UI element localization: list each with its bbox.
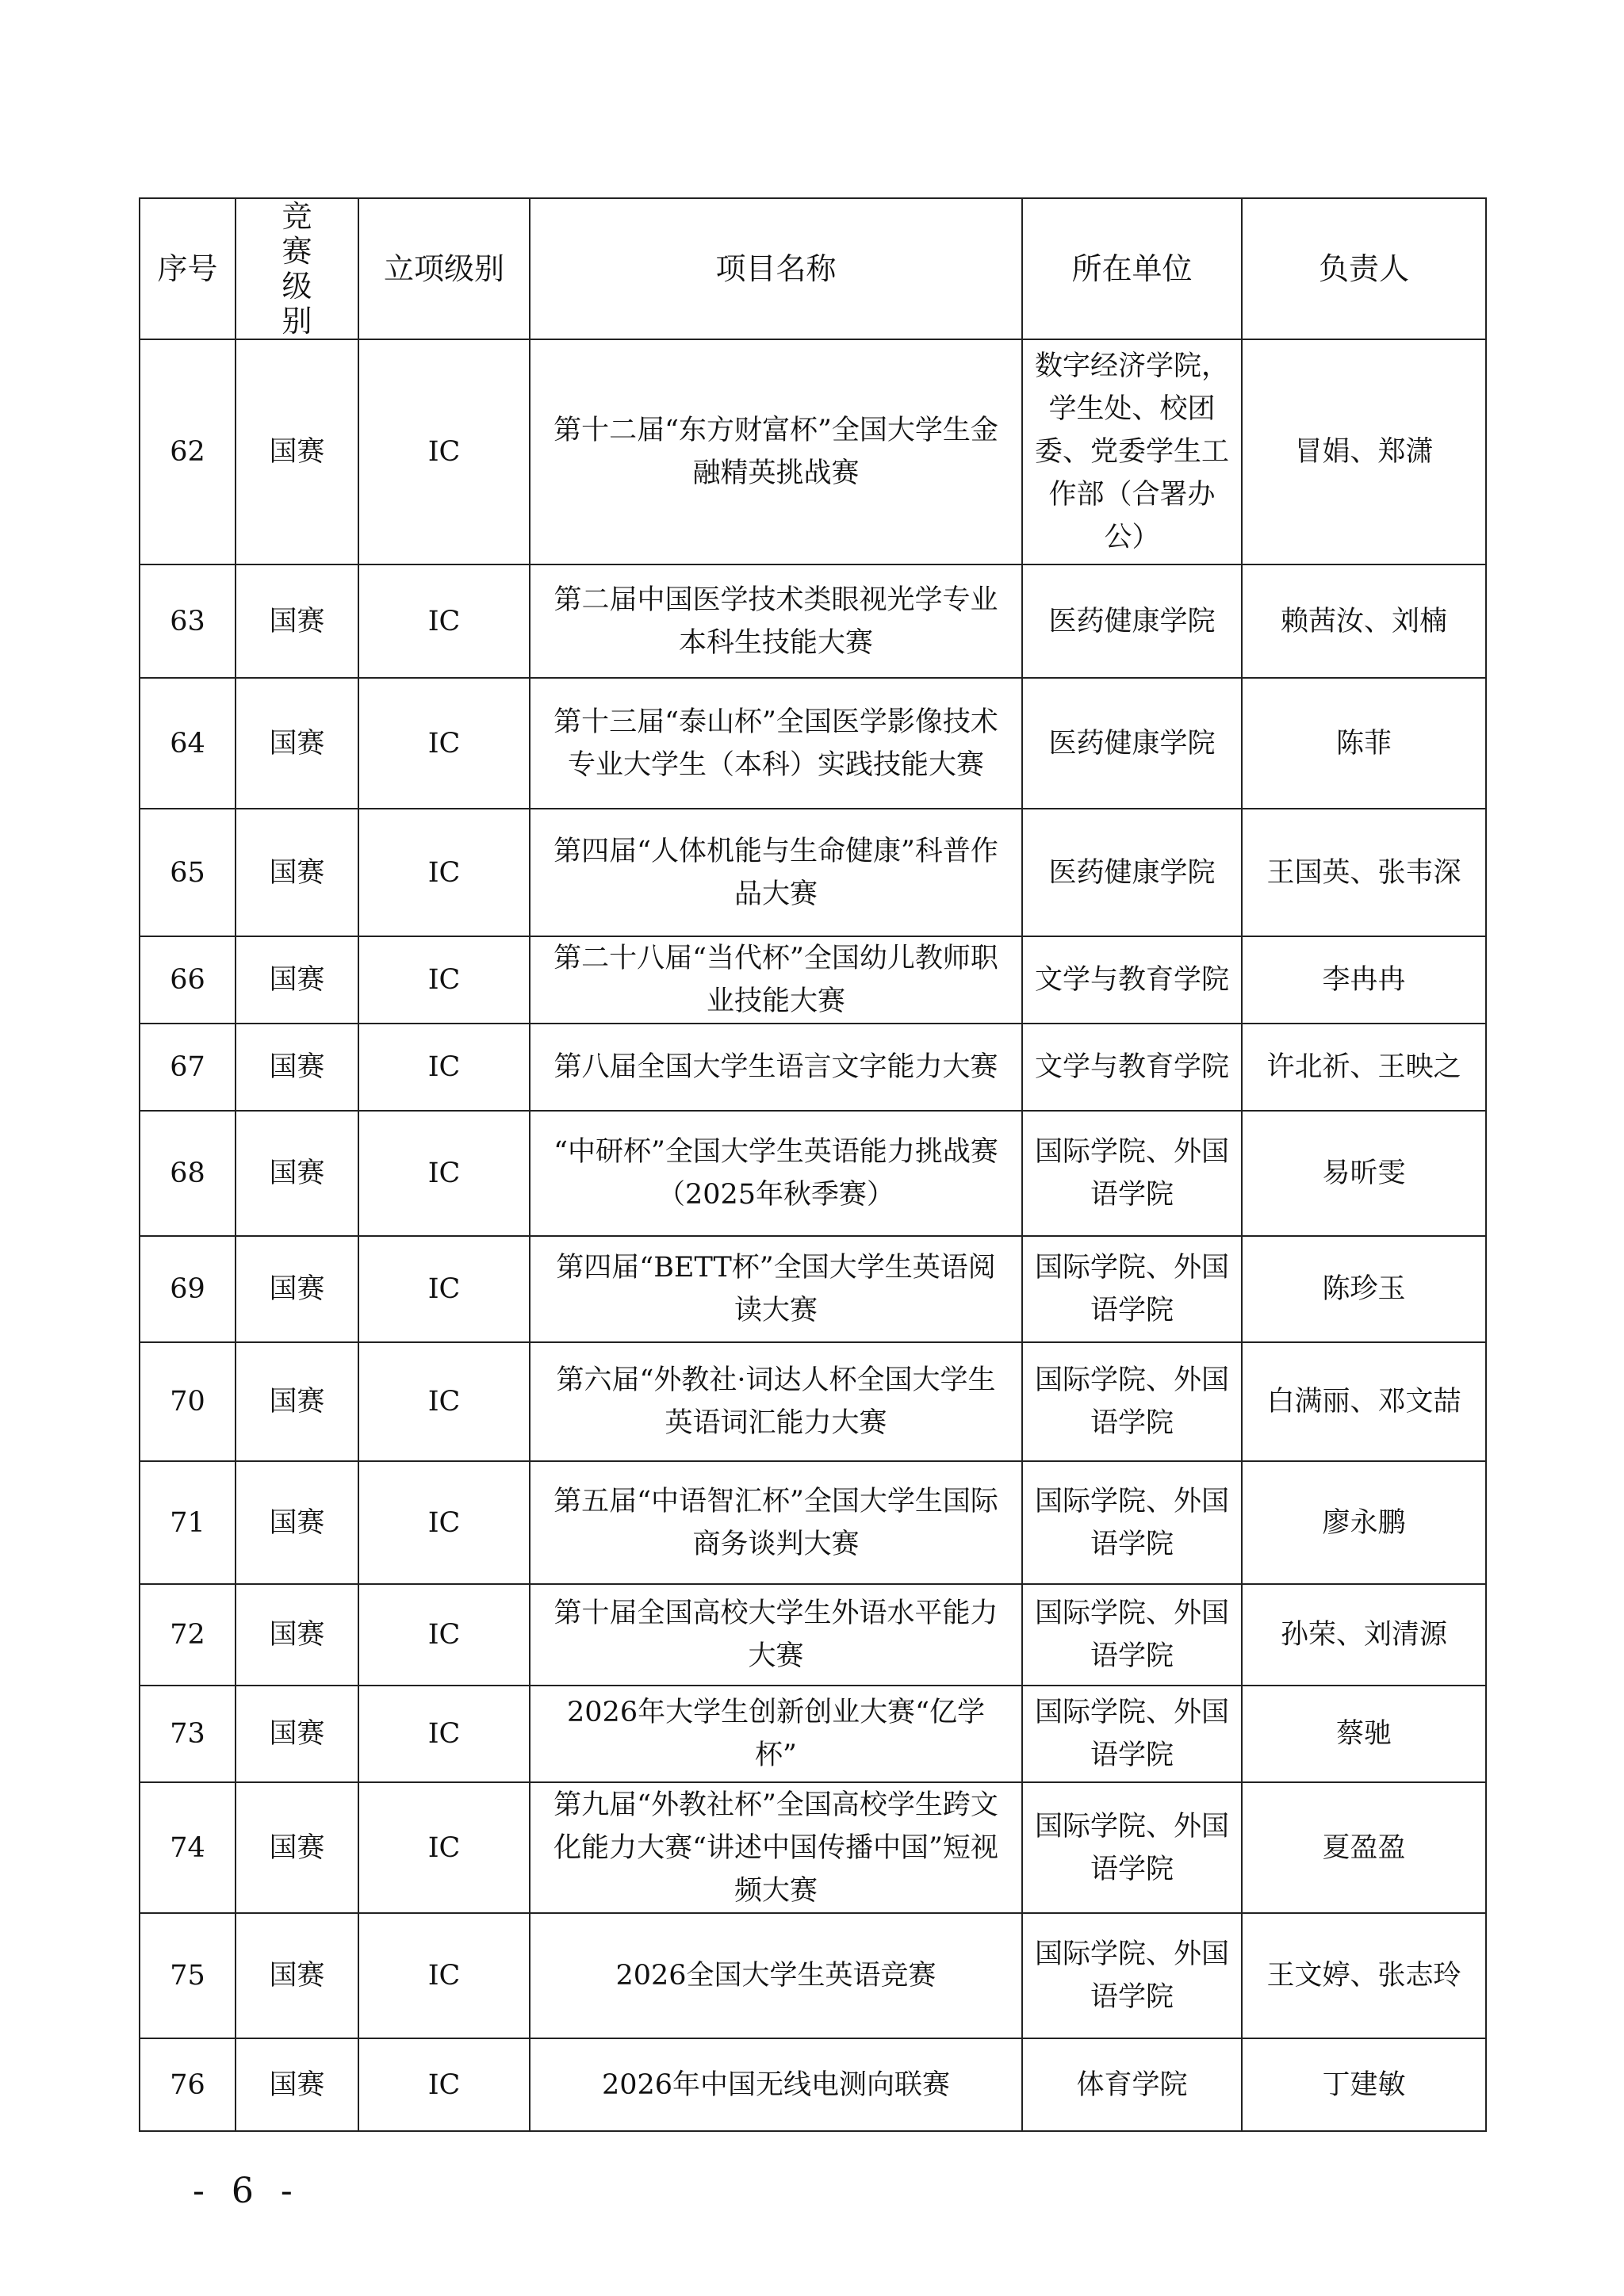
- cell-name: 第八届全国大学生语言文字能力大赛: [530, 1024, 1022, 1111]
- cell-no: 68: [140, 1111, 236, 1236]
- cell-owner: 李冉冉: [1242, 936, 1486, 1024]
- cell-name: 第六届“外教社·词达人杯全国大学生英语词汇能力大赛: [530, 1342, 1022, 1461]
- cell-unit: 文学与教育学院: [1022, 936, 1242, 1024]
- cell-owner: 许北祈、王映之: [1242, 1024, 1486, 1111]
- cell-owner: 廖永鹏: [1242, 1461, 1486, 1584]
- cell-grade: ⅠC: [358, 1342, 530, 1461]
- table-row: [140, 936, 1486, 1024]
- table-row: [140, 809, 1486, 936]
- cell-no: 65: [140, 809, 236, 936]
- cell-level: 国赛: [236, 1782, 358, 1913]
- cell-unit: 国际学院、外国语学院: [1022, 1686, 1242, 1782]
- cell-unit: 国际学院、外国语学院: [1022, 1236, 1242, 1342]
- cell-unit: 医药健康学院: [1022, 678, 1242, 809]
- cell-level: 国赛: [236, 1111, 358, 1236]
- table-row: [140, 1782, 1486, 1913]
- cell-level: 国赛: [236, 2038, 358, 2131]
- cell-grade: ⅠC: [358, 809, 530, 936]
- cell-no: 76: [140, 2038, 236, 2131]
- cell-owner: 冒娟、郑潇: [1242, 339, 1486, 564]
- cell-unit: 医药健康学院: [1022, 564, 1242, 678]
- header-unit: 所在单位: [1022, 198, 1242, 339]
- cell-unit: 体育学院: [1022, 2038, 1242, 2131]
- cell-no: 69: [140, 1236, 236, 1342]
- cell-owner: 易昕雯: [1242, 1111, 1486, 1236]
- table-row: [140, 2038, 1486, 2131]
- cell-owner: 陈菲: [1242, 678, 1486, 809]
- cell-no: 75: [140, 1913, 236, 2038]
- cell-level: 国赛: [236, 1342, 358, 1461]
- cell-grade: ⅠC: [358, 1584, 530, 1686]
- cell-no: 63: [140, 564, 236, 678]
- cell-grade: ⅠC: [358, 678, 530, 809]
- table-row: [140, 1461, 1486, 1584]
- table-row: [140, 1111, 1486, 1236]
- cell-grade: ⅠC: [358, 1461, 530, 1584]
- cell-grade: ⅠC: [358, 2038, 530, 2131]
- cell-name: 第十三届“泰山杯”全国医学影像技术专业大学生（本科）实践技能大赛: [530, 678, 1022, 809]
- cell-level: 国赛: [236, 809, 358, 936]
- cell-unit: 国际学院、外国语学院: [1022, 1461, 1242, 1584]
- cell-no: 62: [140, 339, 236, 564]
- cell-name: “中研杯”全国大学生英语能力挑战赛（2025年秋季赛）: [530, 1111, 1022, 1236]
- cell-name: 第二届中国医学技术类眼视光学专业本科生技能大赛: [530, 564, 1022, 678]
- cell-grade: ⅠC: [358, 339, 530, 564]
- cell-owner: 白满丽、邓文喆: [1242, 1342, 1486, 1461]
- cell-grade: ⅠC: [358, 1236, 530, 1342]
- cell-unit: 国际学院、外国语学院: [1022, 1584, 1242, 1686]
- table-row: [140, 1236, 1486, 1342]
- cell-unit: 文学与教育学院: [1022, 1024, 1242, 1111]
- cell-unit: 国际学院、外国语学院: [1022, 1111, 1242, 1236]
- cell-owner: 王国英、张韦深: [1242, 809, 1486, 936]
- cell-level: 国赛: [236, 1236, 358, 1342]
- cell-no: 74: [140, 1782, 236, 1913]
- table-row: [140, 1584, 1486, 1686]
- cell-name: 2026年中国无线电测向联赛: [530, 2038, 1022, 2131]
- cell-grade: ⅠC: [358, 1686, 530, 1782]
- cell-level: 国赛: [236, 678, 358, 809]
- table-row: [140, 1342, 1486, 1461]
- table-row: [140, 339, 1486, 564]
- cell-unit: 国际学院、外国语学院: [1022, 1782, 1242, 1913]
- cell-name: 第五届“中语智汇杯”全国大学生国际商务谈判大赛: [530, 1461, 1022, 1584]
- cell-level: 国赛: [236, 339, 358, 564]
- header-name: 项目名称: [530, 198, 1022, 339]
- cell-name: 第九届“外教社杯”全国高校学生跨文化能力大赛“讲述中国传播中国”短视频大赛: [530, 1782, 1022, 1913]
- cell-name: 第四届“人体机能与生命健康”科普作品大赛: [530, 809, 1022, 936]
- cell-grade: ⅠC: [358, 936, 530, 1024]
- cell-grade: ⅠC: [358, 1111, 530, 1236]
- cell-unit: 国际学院、外国语学院: [1022, 1913, 1242, 2038]
- cell-name: 第十二届“东方财富杯”全国大学生金融精英挑战赛: [530, 339, 1022, 564]
- cell-level: 国赛: [236, 1461, 358, 1584]
- cell-name: 第十届全国高校大学生外语水平能力大赛: [530, 1584, 1022, 1686]
- cell-unit: 国际学院、外国语学院: [1022, 1342, 1242, 1461]
- page-number: - 6 -: [193, 2171, 301, 2211]
- cell-level: 国赛: [236, 1024, 358, 1111]
- cell-name: 2026全国大学生英语竞赛: [530, 1913, 1022, 2038]
- header-level: 竞赛级别: [236, 198, 358, 339]
- cell-no: 72: [140, 1584, 236, 1686]
- cell-owner: 赖茜汝、刘楠: [1242, 564, 1486, 678]
- table-row: [140, 678, 1486, 809]
- table-row: [140, 1686, 1486, 1782]
- cell-no: 70: [140, 1342, 236, 1461]
- cell-grade: ⅠC: [358, 564, 530, 678]
- cell-name: 2026年大学生创新创业大赛“亿学杯”: [530, 1686, 1022, 1782]
- cell-name: 第四届“BETT杯”全国大学生英语阅读大赛: [530, 1236, 1022, 1342]
- cell-level: 国赛: [236, 1913, 358, 2038]
- cell-grade: ⅠC: [358, 1913, 530, 2038]
- cell-owner: 夏盈盈: [1242, 1782, 1486, 1913]
- table-row: [140, 1024, 1486, 1111]
- cell-no: 73: [140, 1686, 236, 1782]
- cell-unit: 医药健康学院: [1022, 809, 1242, 936]
- cell-no: 66: [140, 936, 236, 1024]
- cell-level: 国赛: [236, 1686, 358, 1782]
- cell-owner: 丁建敏: [1242, 2038, 1486, 2131]
- cell-unit: 数字经济学院，学生处、校团委、党委学生工作部（合署办公）: [1022, 339, 1242, 564]
- cell-no: 64: [140, 678, 236, 809]
- cell-no: 67: [140, 1024, 236, 1111]
- cell-no: 71: [140, 1461, 236, 1584]
- cell-owner: 王文婷、张志玲: [1242, 1913, 1486, 2038]
- header-no: 序号: [140, 198, 236, 339]
- cell-owner: 孙荣、刘清源: [1242, 1584, 1486, 1686]
- cell-grade: ⅠC: [358, 1782, 530, 1913]
- cell-owner: 陈珍玉: [1242, 1236, 1486, 1342]
- table-row: [140, 1913, 1486, 2038]
- table-row: [140, 564, 1486, 678]
- cell-name: 第二十八届“当代杯”全国幼儿教师职业技能大赛: [530, 936, 1022, 1024]
- header-grade: 立项级别: [358, 198, 530, 339]
- cell-level: 国赛: [236, 936, 358, 1024]
- competition-table: [139, 197, 1487, 2132]
- cell-level: 国赛: [236, 1584, 358, 1686]
- cell-owner: 蔡驰: [1242, 1686, 1486, 1782]
- header-owner: 负责人: [1242, 198, 1486, 339]
- cell-grade: ⅠC: [358, 1024, 530, 1111]
- cell-level: 国赛: [236, 564, 358, 678]
- table-header-row: [140, 198, 1486, 339]
